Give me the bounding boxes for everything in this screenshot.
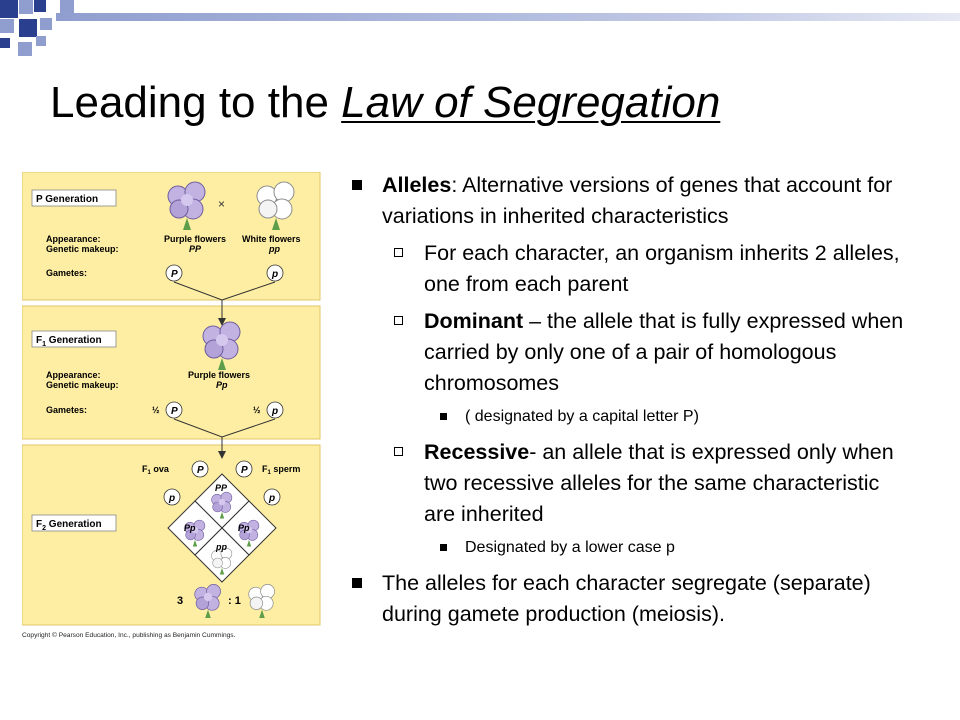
p-white-label: White flowers <box>242 234 301 244</box>
decor-square-light-3 <box>0 19 14 33</box>
note-dominant <box>440 405 912 429</box>
decor-square-dark-3 <box>19 19 37 37</box>
decor-top-bar <box>56 13 960 21</box>
p-appearance-label: Appearance: <box>46 234 101 244</box>
recessive-term: Recessive <box>424 440 530 464</box>
p-gamete-p-label: p <box>272 269 279 280</box>
segregate-text: The alleles for each character segregate (separate) during gamete production (meiosis). <box>382 571 871 626</box>
decor-square-light-2 <box>60 0 74 14</box>
note-recessive <box>440 536 912 560</box>
title-prefix: Leading to the <box>50 78 342 127</box>
punnett-genotype-right: Pp <box>238 523 250 533</box>
bullet-list <box>352 170 912 636</box>
f1-purple-label: Purple flowers <box>188 370 251 380</box>
p-purple-genotype: PP <box>189 244 202 254</box>
decor-square-light-5 <box>18 42 32 56</box>
p-generation-label: P Generation <box>36 194 99 205</box>
f1-generation-label: $F_1$ Generation <box>36 335 102 348</box>
hollow-square-bullet-icon <box>394 447 403 456</box>
p-purple-label: Purple flowers <box>164 234 227 244</box>
ova-p-label: p <box>169 493 176 504</box>
hollow-square-bullet-icon <box>394 316 403 325</box>
each-character-text: For each character, an organism inherits 2 alleles, one from each parent <box>424 241 900 296</box>
p-gametes-label: Gametes: <box>46 268 88 278</box>
punnett-genotype-bottom: pp <box>216 542 227 552</box>
sperm-P-label: P <box>241 465 248 476</box>
dominant-term: Dominant <box>424 309 524 333</box>
f1-gamete-p-label: p <box>272 406 279 417</box>
decor-square-dark-4 <box>0 38 10 48</box>
recessive-text: - an allele that is expressed only when two recessive alleles for the same characteristic are inherited <box>424 440 894 526</box>
ratio-one: : 1 <box>228 595 241 607</box>
decor-square-light-1 <box>19 0 33 14</box>
f1-appearance-label: Appearance: <box>46 370 101 380</box>
f1-half-right: ½ <box>253 405 261 415</box>
alleles-text: : Alternative versions of genes that account for variations in inherited characteristics <box>382 173 893 228</box>
f2-generation-label: $F_2$ Generation <box>36 519 102 532</box>
ova-P-label: P <box>197 465 204 476</box>
decor-square-light-4 <box>40 18 52 30</box>
mendel-cross-figure <box>22 172 322 642</box>
decor-square-light-6 <box>36 36 46 46</box>
p-genetic-makeup-label: Genetic makeup: <box>46 244 119 254</box>
recessive-note-text: Designated by a lower case p <box>465 539 675 556</box>
f1-gamete-P-label: P <box>171 406 178 417</box>
p-gamete-P-label: P <box>171 269 178 280</box>
decor-square-dark-2 <box>34 0 46 12</box>
sperm-p-label: p <box>269 493 276 504</box>
cross-symbol: × <box>218 197 226 211</box>
title-emphasis: Law of Segregation <box>341 78 721 127</box>
f1-gametes-label: Gametes: <box>46 405 88 415</box>
p-white-genotype: pp <box>269 244 280 254</box>
ova-label: $F_1$ ova <box>142 464 169 476</box>
dominant-text: – the allele that is fully expressed when carried by only one of a pair of homologous chromosomes <box>424 309 904 395</box>
bullet-segregate <box>352 568 912 630</box>
sperm-label: $F_1$ sperm <box>262 464 301 476</box>
alleles-term: Alleles <box>382 173 452 197</box>
slide-title <box>50 78 720 128</box>
f1-half-left: ½ <box>152 405 160 415</box>
hollow-square-bullet-icon <box>394 248 403 257</box>
subbullet-recessive <box>394 437 912 530</box>
subbullet-dominant <box>394 306 912 399</box>
decor-square-dark-1 <box>0 0 18 18</box>
dominant-note-text: ( designated by a capital letter P) <box>465 408 699 425</box>
bullet-alleles <box>352 170 912 232</box>
ratio-three: 3 <box>177 595 184 607</box>
subbullet-each-character <box>394 238 912 300</box>
figure-copyright: Copyright © Pearson Education, Inc., publishing as Benjamin Cummings. <box>22 632 236 639</box>
punnett-genotype-left: Pp <box>184 523 196 533</box>
f1-genotype: Pp <box>216 380 228 390</box>
f1-genetic-makeup-label: Genetic makeup: <box>46 380 119 390</box>
punnett-genotype-top: PP <box>215 483 228 493</box>
